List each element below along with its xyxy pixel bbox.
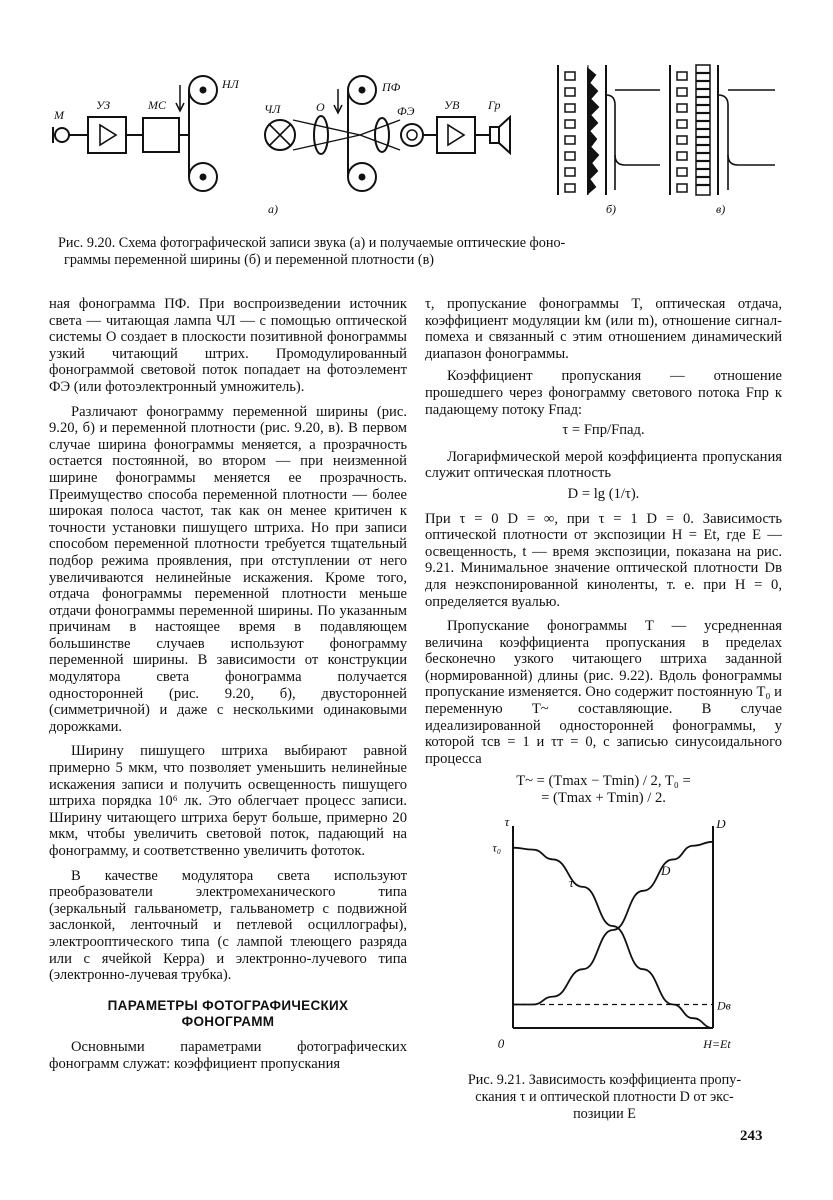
figure-9-21-chart [485,820,750,1065]
formula-density: D = lg (1/τ). [567,485,640,502]
amplifier-box [437,117,475,153]
origin-label: 0 [497,1036,505,1051]
paragraph: Основными параметрами фотографических фонограмм служат: коэффициент пропускания [49,1038,407,1072]
soundtrack-variable-density [670,65,775,195]
amplifier-box [88,117,126,153]
caption-line: Рис. 9.20. Схема фотографической записи звука (а) и получаемые оптические фоно- [58,235,566,251]
paragraph: При τ = 0 D = ∞, при τ = 1 D = 0. Зависимость оптической плотности от экспозиции H = Et, где E — освещенность, t — время экспозиции, показана на рис. 9.21. Минимальное значение оптической плотности Dв для неэкспонированной киноленты, т. е. при H = 0, определяется вуалью. [425,510,782,610]
section-heading [49,998,407,1031]
paragraph: Ширину пишущего штриха выбирают равной примерно 5 мкм, что позволяет уменьшить нелинейные искажения записи и получить освещенность пишущего штриха порядка 10⁶ лк. Это облегчает процесс записи. Ширину читающего штриха берут больше, примерно 20 мкм, чтобы увеличить световой поток, падающий на фонограмму, и соответственно увеличить фототок. [49,743,407,859]
left-column [49,296,407,1072]
lens-icon [314,116,328,154]
formula-line: T~ = (Tmax − Tmin) / 2, T₀ = [516,773,691,790]
photocell-icon [401,124,423,146]
figure-9-20 [40,55,800,225]
x-axis-label: H=Et [703,1037,731,1051]
right-column [425,296,782,813]
caption-line: Рис. 9.21. Зависимость коэффициента пропу- [467,1072,742,1088]
soundtrack-variable-width [558,65,660,195]
figure-9-20-caption [58,235,778,269]
section-heading-line: ФОНОГРАММ [181,1014,275,1030]
modulator-box [143,118,179,152]
section-heading-line: ПАРАМЕТРЫ ФОТОГРАФИЧЕСКИХ [107,997,349,1013]
paragraph: Коэффициент пропускания — отношение прошедшего через фонограмму светового потока Fпр к падающему потоку Fпад: [425,368,782,418]
page-number: 243 [740,1128,763,1144]
figure-9-21-caption [432,1072,777,1123]
y-axis-label-tau: τ [504,820,510,829]
paragraph: τ, пропускание фонограммы T, оптическая отдача, коэффициент модуляции kм (или m), отношение сигнал-помеха и связанный с этим отношением динамический диапазон фонограммы. [425,296,782,362]
lens-icon [375,118,389,152]
label-uz: УЗ [96,98,111,112]
label-o: О [316,100,325,114]
label-fe: ФЭ [397,104,415,118]
sublabel-v: в) [716,202,726,216]
formula-transmission [425,773,782,806]
tick-label-dv: Dв [717,998,731,1013]
label-pf: ПФ [382,80,401,94]
y-axis-label-density: D [716,820,726,831]
formula-line: = (Tmax + Tmin) / 2. [541,790,666,807]
label-nl: НЛ [222,77,239,91]
label-chl: ЧЛ [264,102,281,116]
sublabel-b: б) [606,202,617,216]
paragraph: В качестве модулятора света используют преобразователи электромеханического типа (зеркальный гальванометр, гальванометр с подвижной заслонкой, ленточный и петлевой осциллографы), электрооптического типа (с лампой тлеющего разряда или с ячейкой Керра) и электронно-лучевого типа (электронно-лучевая трубка). [49,867,407,984]
label-uv: УВ [444,98,460,112]
label-m: М [54,108,64,122]
series-label-density: D [661,863,671,879]
paragraph: ная фонограмма ПФ. При воспроизведении источник света — читающая лампа ЧЛ — с помощью оптической системы О создает в плоскости позитивной фонограммы узкий читающий штрих. Промодулированный фонограммой световой поток попадает на фотоэлемент ФЭ (или фотоэлектронный умножитель). [49,296,407,395]
formula-tau: τ = Fпр/Fпад. [562,422,645,439]
paragraph: Различают фонограмму переменной ширины (рис. 9.20, б) и переменной плотности (рис. 9.20, в). В первом случае ширина фонограммы меняется, а прозрачность остается постоянной, во втором — при неизменной ширине фонограммы меняется ее прозрачность. Преимущество способа переменной плотности — более широкая полоса частот, так как он менее критичен к точности установки пишущего штриха. Но при записи способом переменной плотности требуется тщательный подбор режима проявления, при отступлении от него увеличиваются нелинейные искажения. Кроме того, отдача фонограммы переменной плотности меньше отдачи фонограммы переменной ширины. По указанным причинам в настоящее время в подавляющем большинстве случаев используют фонограмму переменной ширины. В зависимости от конструкции модулятора света фонограмма получается односторонней (рис. 9.20, б), двусторонней (симметричной) и даже с несколькими одинаковыми дорожками. [49,403,407,735]
tick-label-tau0: τ₀ [492,840,501,855]
loudspeaker-icon [490,127,499,143]
series-line-density [513,842,713,1005]
caption-line: скания τ и оптической плотности D от экс- [475,1089,734,1105]
sublabel-a: а) [268,202,278,216]
caption-line: граммы переменной ширины (б) и переменной плотности (в) [64,252,435,268]
label-ms: МС [148,98,166,112]
caption-line: позиции E [573,1106,636,1122]
label-gr: Гр [488,98,501,112]
paragraph: Логарифмической мерой коэффициента пропускания служит оптическая плотность [425,448,782,482]
paragraph: Пропускание фонограммы T — усредненная величина коэффициента пропускания в пределах бесконечно узкого читающего штриха заданной (нормированной) длины (рис. 9.22). Вдоль фонограммы пропускание изменяется. Оно содержит постоянную T₀ и переменную T~ составляющие. В случае идеализированной односторонней фонограммы, у которой τсв = 1 и τт = 0, с записью синусоидального процесса [425,618,782,767]
microphone-icon [55,128,69,142]
series-label-tau: τ [569,874,574,890]
